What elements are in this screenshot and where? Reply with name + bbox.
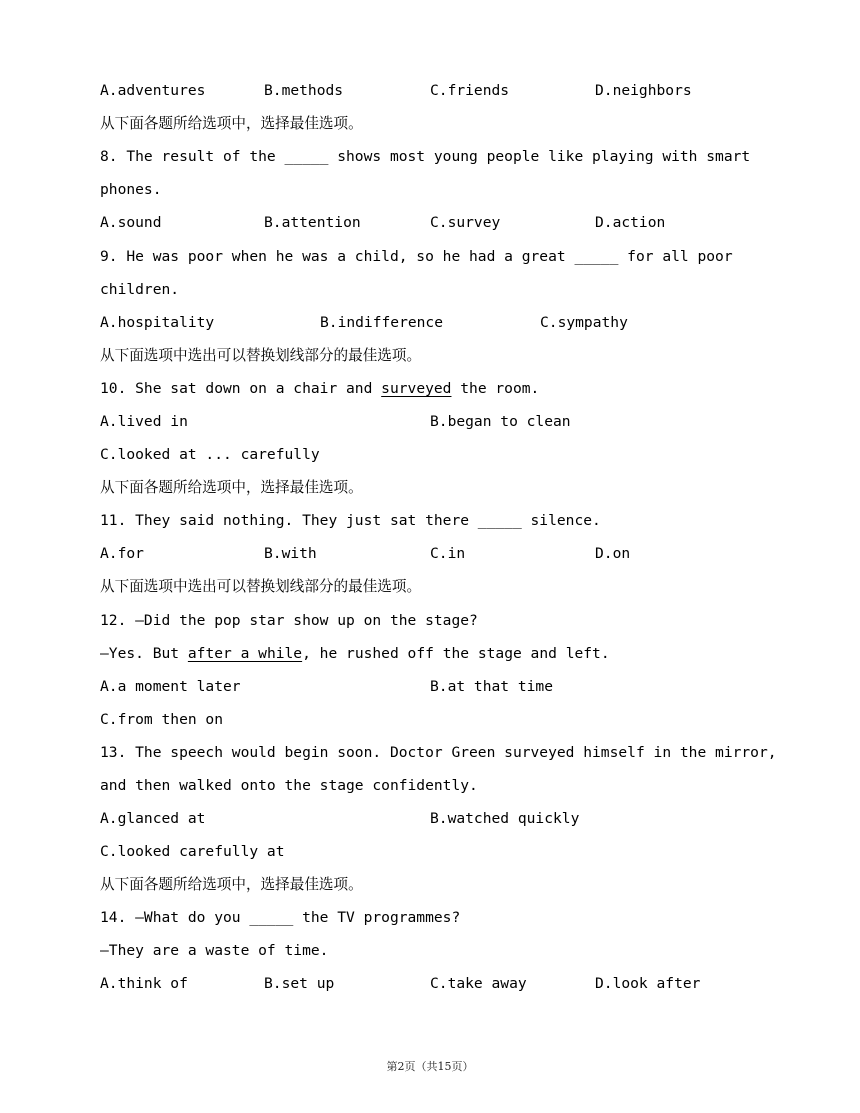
q10-option-b: B.began to clean xyxy=(430,413,571,430)
q10-underlined-word: surveyed xyxy=(381,380,452,397)
q10-option-c: C.looked at ... carefully xyxy=(100,446,320,463)
q8-option-d: D.action xyxy=(595,214,666,231)
q13-option-a: A.glanced at xyxy=(100,810,206,827)
q13-stem-line2: and then walked onto the stage confidently. xyxy=(100,777,478,794)
q14-option-b: B.set up xyxy=(264,975,335,992)
q11-option-b: B.with xyxy=(264,545,317,562)
q9-stem-line1: 9. He was poor when he was a child, so he had a great _____ for all poor xyxy=(100,248,733,265)
q10-stem-post: the room. xyxy=(451,380,540,397)
instruction-replace-underlined: 从下面选项中选出可以替换划线部分的最佳选项。 xyxy=(100,578,422,595)
q11-stem: 11. They said nothing. They just sat there _____ silence. xyxy=(100,512,601,529)
page-number-footer: 第2页（共15页） xyxy=(386,1060,474,1073)
q14-option-a: A.think of xyxy=(100,975,188,992)
q8-option-c: C.survey xyxy=(430,214,501,231)
q8-stem-line1: 8. The result of the _____ shows most young people like playing with smart xyxy=(100,148,751,165)
q14-option-d: D.look after xyxy=(595,975,701,992)
q13-option-b: B.watched quickly xyxy=(430,810,580,827)
instruction-replace-underlined: 从下面选项中选出可以替换划线部分的最佳选项。 xyxy=(100,347,422,364)
q7-option-d: D.neighbors xyxy=(595,82,692,99)
instruction-choose-best: 从下面各题所给选项中，选择最佳选项。 xyxy=(100,876,363,893)
q7-option-a: A.adventures xyxy=(100,82,206,99)
instruction-choose-best: 从下面各题所给选项中，选择最佳选项。 xyxy=(100,115,363,132)
q11-option-d: D.on xyxy=(595,545,631,562)
q10-stem-pre: 10. She sat down on a chair and xyxy=(100,380,382,397)
q11-option-a: A.for xyxy=(100,545,144,562)
q14-stem-line1: 14. —What do you _____ the TV programmes? xyxy=(100,909,461,926)
q13-option-c: C.looked carefully at xyxy=(100,843,285,860)
q10-stem xyxy=(100,379,539,399)
q9-option-c: C.sympathy xyxy=(540,314,628,331)
q12-line2-post: , he rushed off the stage and left. xyxy=(302,645,610,662)
q7-option-c: C.friends xyxy=(430,82,510,99)
q11-option-c: C.in xyxy=(430,545,466,562)
q9-option-b: B.indifference xyxy=(320,314,444,331)
q12-option-c: C.from then on xyxy=(100,711,224,728)
q9-stem-line2: children. xyxy=(100,281,180,298)
q8-stem-line2: phones. xyxy=(100,181,162,198)
q13-stem-line1: 13. The speech would begin soon. Doctor Green surveyed himself in the mirror, xyxy=(100,744,777,761)
q14-option-c: C.take away xyxy=(430,975,527,992)
q8-option-b: B.attention xyxy=(264,214,361,231)
q9-option-a: A.hospitality xyxy=(100,314,215,331)
q7-option-b: B.methods xyxy=(264,82,344,99)
q12-option-b: B.at that time xyxy=(430,678,554,695)
q12-stem-line1: 12. —Did the pop star show up on the stage? xyxy=(100,612,478,629)
q12-option-a: A.a moment later xyxy=(100,678,241,695)
q12-underlined-phrase: after a while xyxy=(187,645,303,662)
instruction-choose-best: 从下面各题所给选项中，选择最佳选项。 xyxy=(100,479,363,496)
q12-line2-pre: —Yes. But xyxy=(100,645,188,662)
q10-option-a: A.lived in xyxy=(100,413,188,430)
q8-option-a: A.sound xyxy=(100,214,162,231)
q14-stem-line2: —They are a waste of time. xyxy=(100,942,329,959)
q12-stem-line2 xyxy=(100,644,610,664)
